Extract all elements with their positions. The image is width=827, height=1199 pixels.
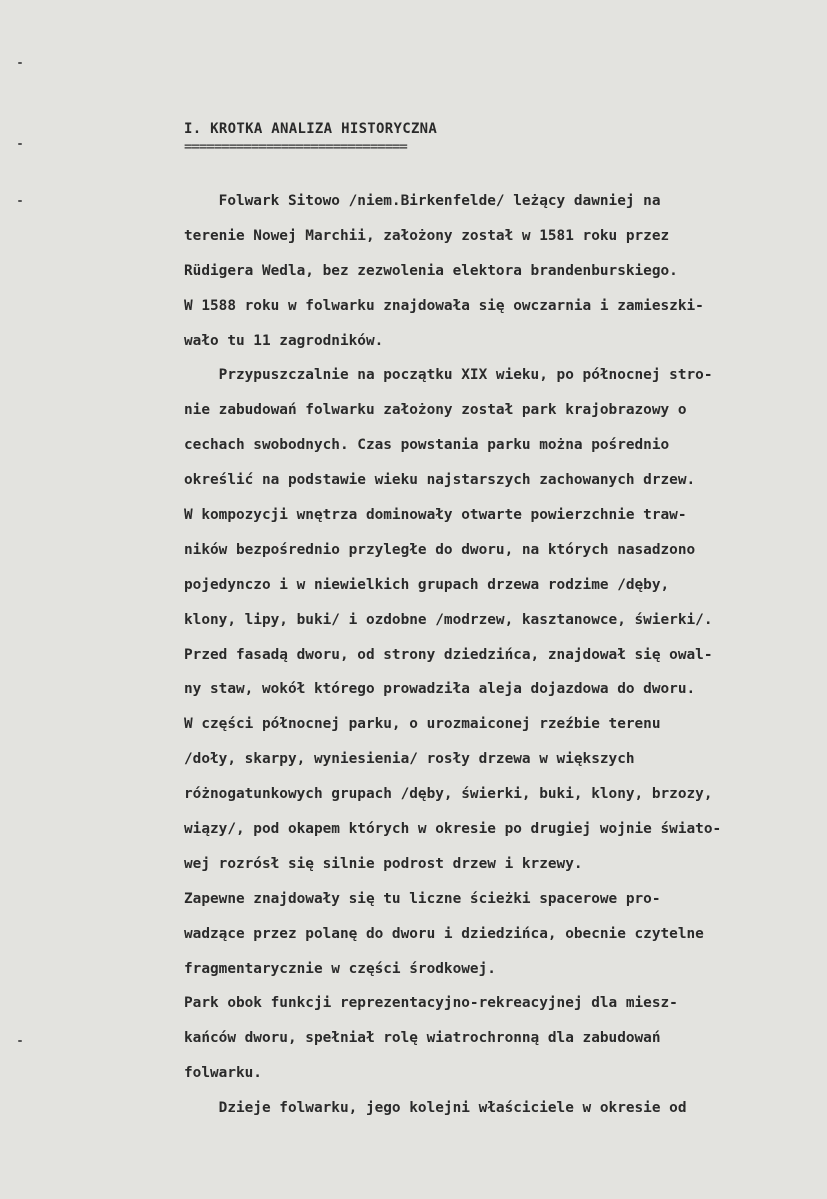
text-line: klony, lipy, buki/ i ozdobne /modrzew, kasztanowce, świerki/. <box>184 611 713 628</box>
punch-mark <box>18 143 22 145</box>
body-text <box>184 184 824 1126</box>
text-line: W 1588 roku w folwarku znajdowała się owczarnia i zamieszki- <box>184 297 704 314</box>
text-line: pojedynczo i w niewielkich grupach drzewa rodzime /dęby, <box>184 576 670 593</box>
punch-mark <box>18 200 22 202</box>
text-line: Rüdigera Wedla, bez zezwolenia elektora brandenburskiego. <box>184 262 678 279</box>
text-line: cechach swobodnych. Czas powstania parku można pośrednio <box>184 437 670 454</box>
text-line: /doły, skarpy, wyniesienia/ rosły drzewa w większych <box>184 751 635 768</box>
text-line: folwarku. <box>184 1065 262 1082</box>
text-line: nie zabudowań folwarku założony został park krajobrazowy o <box>184 402 687 419</box>
text-line: fragmentarycznie w części środkowej. <box>184 960 496 977</box>
text-line: różnogatunkowych grupach /dęby, świerki, buki, klony, brzozy, <box>184 786 713 803</box>
text-line: Folwark Sitowo /niem.Birkenfelde/ leżący dawniej na <box>184 193 661 209</box>
text-line: ników bezpośrednio przyległe do dworu, na których nasadzono <box>184 541 696 558</box>
text-line: Zapewne znajdowały się tu liczne ścieżki spacerowe pro- <box>184 890 661 907</box>
text-line: Park obok funkcji reprezentacyjno-rekreacyjnej dla miesz- <box>184 995 678 1012</box>
text-line: wiązy/, pod okapem których w okresie po drugiej wojnie świato- <box>184 821 722 838</box>
text-line: ny staw, wokół którego prowadziła aleja dojazdowa do dworu. <box>184 681 696 698</box>
text-line: wadzące przez polanę do dworu i dziedzińca, obecnie czytelne <box>184 925 704 942</box>
text-line: kańców dworu, spełniał rolę wiatrochronną dla zabudowań <box>184 1030 661 1047</box>
text-line: Przed fasadą dworu, od strony dziedzińca, znajdował się owal- <box>184 646 713 663</box>
text-line: Przypuszczalnie na początku XIX wieku, po północnej stro- <box>184 367 713 384</box>
text-line: wej rozrósł się silnie podrost drzew i krzewy. <box>184 855 583 872</box>
text-line: wało tu 11 zagrodników. <box>184 332 384 349</box>
text-line: W części północnej parku, o urozmaiconej rzeźbie terenu <box>184 716 661 733</box>
text-line: Dzieje folwarku, jego kolejni właściciele w okresie od <box>184 1100 687 1117</box>
punch-mark <box>18 62 22 64</box>
text-line: terenie Nowej Marchii, założony został w 1581 roku przez <box>184 227 670 244</box>
section-heading: I. KROTKA ANALIZA HISTORYCZNA <box>184 121 438 137</box>
punch-mark <box>18 1040 22 1042</box>
document-body <box>184 118 824 1126</box>
text-line: W kompozycji wnętrza dominowały otwarte powierzchnie traw- <box>184 507 687 524</box>
heading-underline: ============================== <box>184 139 407 155</box>
text-line: określić na podstawie wieku najstarszych zachowanych drzew. <box>184 472 696 489</box>
